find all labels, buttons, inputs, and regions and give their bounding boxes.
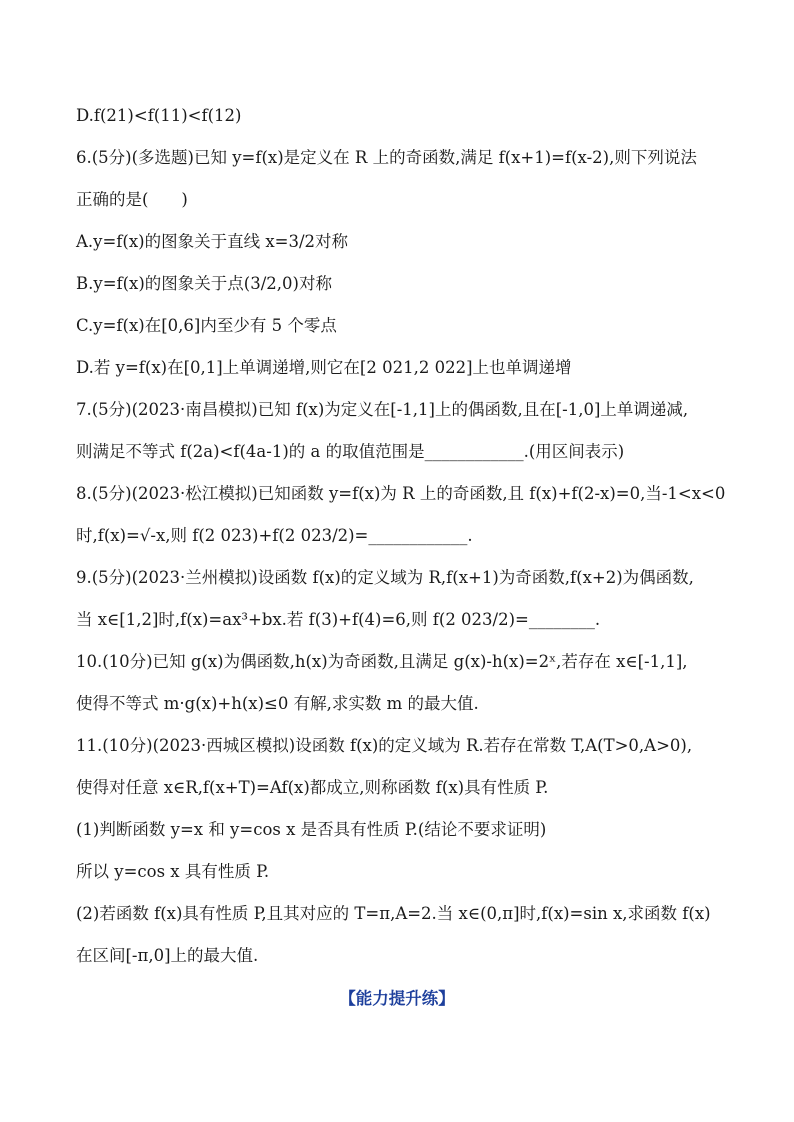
question-10-stem-cont: 使得不等式 m·g(x)+h(x)≤0 有解,求实数 m 的最大值. xyxy=(76,694,479,713)
question-6-option-c: C.y=f(x)在[0,6]内至少有 5 个零点 xyxy=(76,316,337,335)
question-7-stem: 7.(5分)(2023·南昌模拟)已知 f(x)为定义在[-1,1]上的偶函数,且在[-1,0]上单调递减, xyxy=(76,400,689,419)
question-8-stem-cont: 时,f(x)=√-x,则 f(2 023)+f(2 023/2)=____________. xyxy=(76,526,473,545)
question-8-stem: 8.(5分)(2023·松江模拟)已知函数 y=f(x)为 R 上的奇函数,且 f(x)+f(2-x)=0,当-1<x<0 xyxy=(76,484,726,503)
question-11-stem-cont: 使得对任意 x∈R,f(x+T)=Af(x)都成立,则称函数 f(x)具有性质 P. xyxy=(76,778,549,797)
question-6-option-a: A.y=f(x)的图象关于直线 x=3/2对称 xyxy=(76,232,349,251)
question-6-option-b: B.y=f(x)的图象关于点(3/2,0)对称 xyxy=(76,274,332,293)
question-11-part-1-answer: 所以 y=cos x 具有性质 P. xyxy=(76,862,270,881)
question-9-stem-cont: 当 x∈[1,2]时,f(x)=ax³+bx.若 f(3)+f(4)=6,则 f(2 023/2)=________. xyxy=(76,610,601,629)
question-10-stem: 10.(10分)已知 g(x)为偶函数,h(x)为奇函数,且满足 g(x)-h(x)=2ˣ,若存在 x∈[-1,1], xyxy=(76,652,688,671)
question-7-stem-cont: 则满足不等式 f(2a)<f(4a-1)的 a 的取值范围是____________.(用区间表示) xyxy=(76,442,625,461)
option-d-q5: D.f(21)<f(11)<f(12) xyxy=(76,106,242,125)
question-9-stem: 9.(5分)(2023·兰州模拟)设函数 f(x)的定义域为 R,f(x+1)为奇函数,f(x+2)为偶函数, xyxy=(76,568,694,587)
question-11-part-2: (2)若函数 f(x)具有性质 P,且其对应的 T=π,A=2.当 x∈(0,π]时,f(x)=sin x,求函数 f(x) xyxy=(76,904,711,923)
section-heading: 【能力提升练】 xyxy=(339,989,455,1008)
question-6-option-d: D.若 y=f(x)在[0,1]上单调递增,则它在[2 021,2 022]上也单调递增 xyxy=(76,358,572,377)
question-11-stem: 11.(10分)(2023·西城区模拟)设函数 f(x)的定义域为 R.若存在常数 T,A(T>0,A>0), xyxy=(76,736,693,755)
question-6-stem: 6.(5分)(多选题)已知 y=f(x)是定义在 R 上的奇函数,满足 f(x+1)=f(x-2),则下列说法 xyxy=(76,148,697,167)
question-6-stem-cont: 正确的是( ) xyxy=(76,190,188,209)
question-11-part-2-cont: 在区间[-π,0]上的最大值. xyxy=(76,946,259,965)
question-11-part-1: (1)判断函数 y=x 和 y=cos x 是否具有性质 P.(结论不要求证明) xyxy=(76,820,547,839)
